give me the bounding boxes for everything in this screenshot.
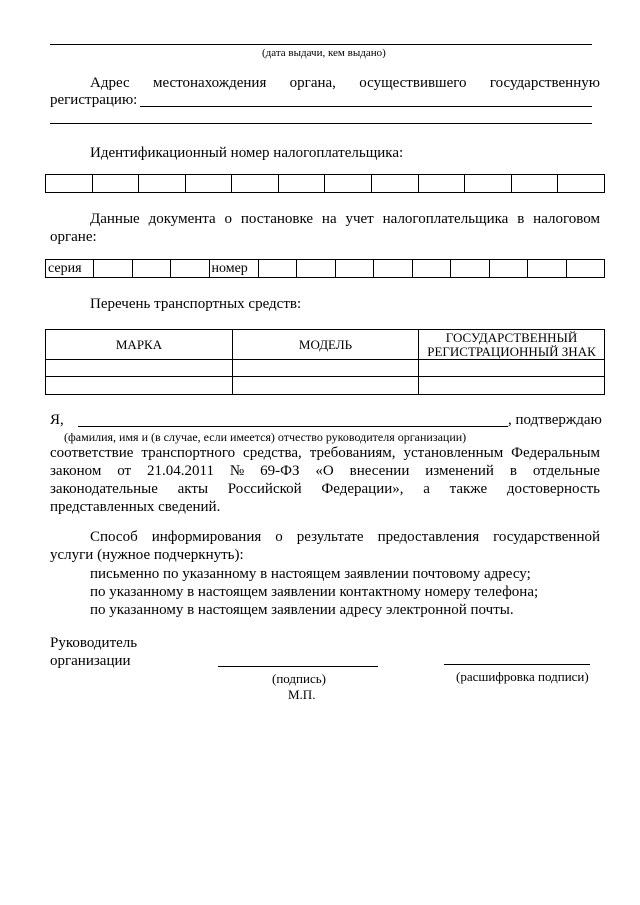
confirm-word: законом bbox=[50, 463, 102, 479]
inn-grid bbox=[45, 174, 605, 193]
inform-line-2: услуги (нужное подчеркнуть): bbox=[50, 547, 244, 563]
name-fill-line[interactable] bbox=[78, 426, 508, 427]
number-cell[interactable] bbox=[374, 260, 413, 278]
vehicle-model-cell[interactable] bbox=[233, 360, 419, 377]
col-make: МАРКА bbox=[46, 330, 233, 360]
vehicle-reg-cell[interactable] bbox=[419, 360, 605, 377]
series-cell[interactable] bbox=[132, 260, 171, 278]
inform-word: предоставления bbox=[377, 529, 480, 545]
confirm-word: законодательные bbox=[50, 481, 158, 497]
inn-cell[interactable] bbox=[372, 175, 419, 193]
confirm-word: также bbox=[449, 481, 488, 497]
inform-line-1 bbox=[90, 529, 600, 546]
confirm-word: акты bbox=[177, 481, 209, 497]
confirm-word: № bbox=[229, 463, 245, 479]
confirm-prefix: Я, bbox=[50, 412, 64, 428]
address-word: государственную bbox=[489, 75, 600, 91]
number-cell[interactable] bbox=[335, 260, 374, 278]
confirm-word: 21.04.2011 bbox=[147, 463, 214, 479]
number-cell[interactable] bbox=[451, 260, 490, 278]
col-reg-line1: ГОСУДАРСТВЕННЫЙ bbox=[445, 329, 578, 345]
col-model: МОДЕЛЬ bbox=[233, 330, 419, 360]
series-cell[interactable] bbox=[171, 260, 210, 278]
inn-cell[interactable] bbox=[465, 175, 512, 193]
vehicle-model-cell[interactable] bbox=[233, 377, 419, 395]
issue-line bbox=[50, 44, 592, 45]
confirm-word: средства, bbox=[243, 445, 302, 461]
confirm-word: «О bbox=[315, 463, 334, 479]
head-label-1: Руководитель bbox=[50, 635, 138, 651]
series-label: серия bbox=[46, 260, 94, 278]
inn-cell[interactable] bbox=[511, 175, 558, 193]
tax-doc-word: учет bbox=[345, 211, 374, 227]
stamp-label: М.П. bbox=[288, 687, 316, 702]
confirm-word: от bbox=[117, 463, 132, 479]
tax-doc-word: Данные bbox=[90, 211, 140, 227]
inform-word: результате bbox=[296, 529, 364, 545]
confirm-word: отдельные bbox=[532, 463, 600, 479]
name-caption: (фамилия, имя и (в случае, если имеется) отчество руководителя организации) bbox=[64, 430, 467, 444]
decode-caption: (расшифровка подписи) bbox=[456, 669, 589, 684]
signature-line[interactable] bbox=[218, 666, 378, 667]
inn-label: Идентификационный номер налогоплательщика: bbox=[90, 145, 404, 161]
address-fill-line bbox=[140, 106, 592, 107]
vehicles-table bbox=[45, 329, 605, 395]
confirm-word: установленным bbox=[403, 445, 504, 461]
tax-doc-label-2: органе: bbox=[50, 229, 97, 245]
number-label: номер bbox=[209, 260, 258, 278]
number-cell[interactable] bbox=[528, 260, 567, 278]
inn-cell[interactable] bbox=[418, 175, 465, 193]
inform-option-post[interactable]: письменно по указанному в настоящем заявлении почтовому адресу; bbox=[90, 566, 531, 582]
inn-cell[interactable] bbox=[185, 175, 232, 193]
confirm-word: требованиям, bbox=[309, 445, 396, 461]
col-reg-number bbox=[419, 330, 605, 360]
confirm-line-3 bbox=[50, 481, 600, 498]
inform-word: Способ bbox=[90, 529, 138, 545]
inform-option-email[interactable]: по указанному в настоящем заявлении адресу электронной почты. bbox=[90, 602, 514, 618]
address-word: местонахождения bbox=[152, 75, 267, 91]
confirm-word: внесении bbox=[349, 463, 410, 479]
address-word: органа, bbox=[289, 75, 336, 91]
inn-cell[interactable] bbox=[46, 175, 93, 193]
confirm-word: Федеральным bbox=[511, 445, 600, 461]
address-word: осуществившего bbox=[359, 75, 467, 91]
tax-doc-word: о bbox=[224, 211, 233, 227]
vehicle-make-cell[interactable] bbox=[46, 360, 233, 377]
number-cell[interactable] bbox=[489, 260, 528, 278]
address-label-2: регистрацию: bbox=[50, 92, 138, 108]
col-reg-line2: РЕГИСТРАЦИОННЫЙ ЗНАК bbox=[427, 343, 596, 359]
inn-cell[interactable] bbox=[92, 175, 139, 193]
confirm-word: изменений bbox=[425, 463, 494, 479]
confirm-word: Российской bbox=[227, 481, 302, 497]
confirm-word: Федерации», bbox=[321, 481, 404, 497]
tax-doc-line-1 bbox=[90, 211, 600, 228]
inform-word: информирования bbox=[151, 529, 262, 545]
inn-cell[interactable] bbox=[325, 175, 372, 193]
head-label-2: организации bbox=[50, 653, 131, 669]
decode-line[interactable] bbox=[444, 664, 590, 665]
inn-cell[interactable] bbox=[232, 175, 279, 193]
confirm-word: в bbox=[509, 463, 517, 479]
confirm-word: а bbox=[423, 481, 430, 497]
confirm-word: достоверность bbox=[506, 481, 600, 497]
confirm-line-2 bbox=[50, 463, 600, 480]
confirm-line-1 bbox=[50, 445, 600, 462]
tax-doc-word: документа bbox=[148, 211, 216, 227]
tax-doc-grid bbox=[45, 259, 605, 278]
tax-doc-word: на bbox=[321, 211, 337, 227]
confirm-suffix: , подтверждаю bbox=[508, 412, 602, 428]
inn-cell[interactable] bbox=[558, 175, 605, 193]
issue-caption: (дата выдачи, кем выдано) bbox=[262, 47, 386, 59]
signature-caption: (подпись) bbox=[272, 671, 326, 686]
confirm-word: соответствие bbox=[50, 445, 134, 461]
address-word: Адрес bbox=[90, 75, 130, 91]
number-cell[interactable] bbox=[297, 260, 336, 278]
tax-doc-word: постановке bbox=[240, 211, 314, 227]
inn-cell[interactable] bbox=[278, 175, 325, 193]
series-cell[interactable] bbox=[94, 260, 133, 278]
inform-word: о bbox=[275, 529, 283, 545]
address-line-1 bbox=[90, 75, 600, 92]
confirm-word: 69-ФЗ bbox=[260, 463, 300, 479]
vehicle-reg-cell[interactable] bbox=[419, 377, 605, 395]
number-cell[interactable] bbox=[258, 260, 297, 278]
inform-word: государственной bbox=[493, 529, 600, 545]
number-cell[interactable] bbox=[412, 260, 451, 278]
tax-doc-word: налоговом bbox=[533, 211, 600, 227]
confirm-line-4: представленных сведений. bbox=[50, 499, 221, 515]
vehicles-label: Перечень транспортных средств: bbox=[90, 296, 302, 312]
tax-doc-word: налогоплательщика bbox=[382, 211, 509, 227]
number-cell[interactable] bbox=[566, 260, 605, 278]
inn-cell[interactable] bbox=[139, 175, 186, 193]
confirm-word: транспортного bbox=[141, 445, 236, 461]
inform-option-phone[interactable]: по указанному в настоящем заявлении контактному номеру телефона; bbox=[90, 584, 539, 600]
tax-doc-word: в bbox=[517, 211, 525, 227]
vehicle-make-cell[interactable] bbox=[46, 377, 233, 395]
address-fill-line-2 bbox=[50, 123, 592, 124]
